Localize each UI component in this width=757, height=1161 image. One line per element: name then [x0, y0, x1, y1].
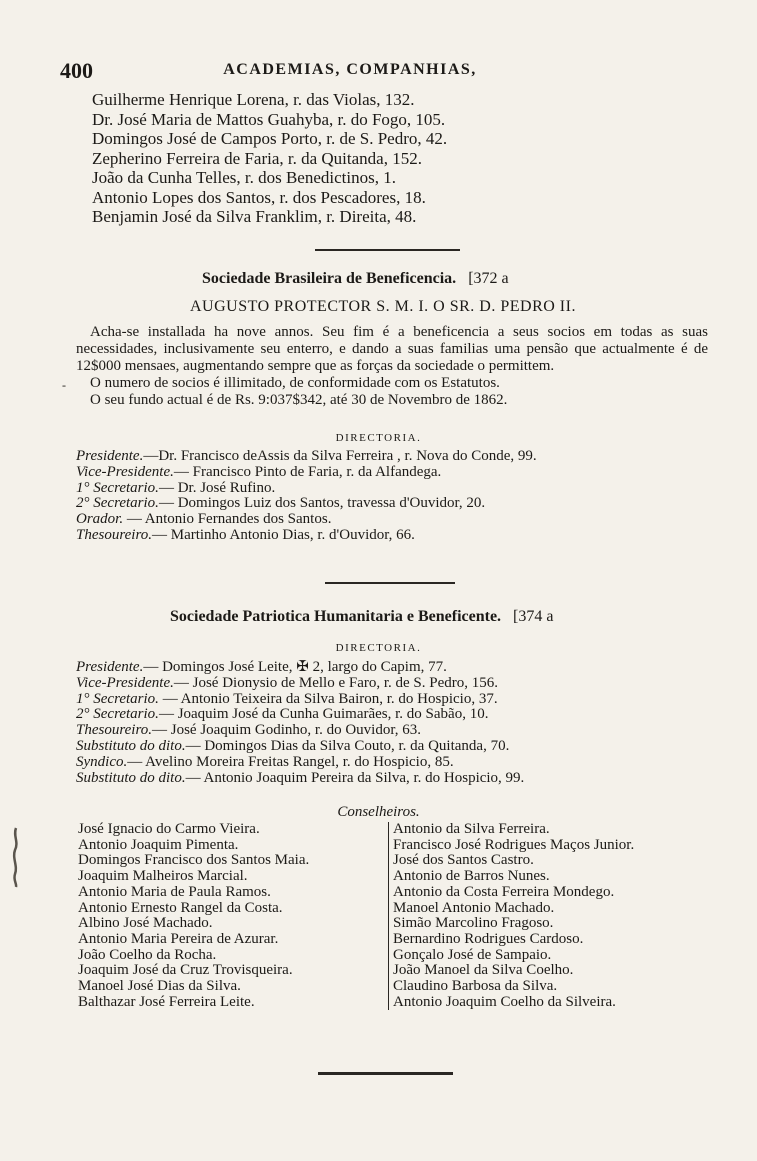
list-item: Antonio Ernesto Rangel da Costa. — [78, 899, 283, 916]
officer-role: Vice-Presidente. — [76, 674, 174, 691]
section-ref: [374 a — [513, 608, 554, 625]
officer-text: — José Joaquim Godinho, r. do Ouvidor, 63. — [151, 722, 421, 739]
officer-text: — Antonio Fernandes dos Santos. — [123, 511, 332, 528]
list-item: João Coelho da Rocha. — [78, 946, 217, 963]
officer-text: — Francisco Pinto de Faria, r. da Alfandega. — [173, 463, 442, 480]
officer-row — [76, 739, 524, 755]
margin-dash: - — [62, 378, 66, 392]
officer-role: Substituto do dito. — [76, 769, 186, 786]
list-item: Antonio da Silva Ferreira. — [393, 821, 550, 837]
conselheiros-heading: Conselheiros. — [337, 804, 420, 820]
section-title — [170, 608, 553, 626]
officer-row — [76, 528, 537, 544]
officer-role: 2° Secretario. — [76, 495, 159, 512]
list-item: Domingos José de Campos Porto, r. de S. Pedro, 42. — [92, 129, 448, 148]
list-item: Balthazar José Ferreira Leite. — [78, 993, 255, 1010]
list-item: Simão Marcolino Fragoso. — [393, 915, 554, 932]
officer-role: Presidente. — [76, 659, 144, 675]
list-item: Antonio Joaquim Coelho da Silveira. — [393, 993, 616, 1010]
member-list-continued — [92, 90, 447, 227]
conselheiros-right-column — [388, 822, 703, 1010]
officer-text: — Antonio Teixeira da Silva Bairon, r. do Hospicio, 37. — [158, 690, 498, 707]
end-divider — [318, 1072, 453, 1075]
list-item: João da Cunha Telles, r. dos Benedictinos, 1. — [92, 168, 396, 187]
officer-role: Vice-Presidente. — [76, 463, 174, 480]
margin-stain-mark — [8, 826, 24, 888]
list-item: João Manoel da Silva Coelho. — [393, 962, 574, 979]
officer-row — [76, 481, 537, 497]
list-item: Antonio Maria Pereira de Azurar. — [78, 930, 279, 947]
list-item: Claudino Barbosa da Silva. — [393, 978, 558, 995]
list-item: Zepherino Ferreira de Faria, r. da Quitanda, 152. — [92, 148, 422, 168]
page-number: 400 — [60, 58, 93, 83]
section-title-text: Sociedade Patriotica Humanitaria e Beneficente. — [170, 608, 502, 625]
list-item: Antonio de Barros Nunes. — [393, 868, 550, 885]
officer-text: — Avelino Moreira Freitas Rangel, r. do Hospicio, 85. — [127, 753, 454, 770]
officer-text: — José Dionysio de Mello e Faro, r. de S. Pedro, 156. — [173, 674, 499, 691]
officer-row — [76, 449, 537, 465]
officer-role: 1° Secretario. — [76, 479, 159, 496]
list-item: José Ignacio do Carmo Vieira. — [78, 821, 260, 837]
list-item: Albino José Machado. — [78, 915, 213, 932]
paragraph: O seu fundo actual é de Rs. 9:037$342, até 30 de Novembro de 1862. — [90, 392, 508, 408]
directoria-heading: DIRECTORIA. — [335, 432, 422, 444]
officer-text: — Joaquim José da Cunha Guimarães, r. do Sabão, 10. — [158, 706, 489, 723]
list-item: Joaquim Malheiros Marcial. — [78, 868, 248, 885]
list-item: Dr. José Maria de Mattos Guahyba, r. do Fogo, 105. — [92, 109, 446, 129]
officer-row — [76, 496, 537, 512]
conselheiros-left-column — [78, 822, 383, 1010]
officer-text: — Dr. José Rufino. — [158, 479, 276, 496]
section-title-text: Sociedade Brasileira de Beneficencia. — [202, 270, 457, 287]
list-item: Antonio Lopes dos Santos, r. dos Pescadores, 18. — [92, 187, 426, 207]
officer-row — [76, 676, 524, 692]
officer-row — [76, 707, 524, 723]
list-item: Manoel Antonio Machado. — [393, 899, 555, 916]
officer-row — [76, 723, 524, 739]
officer-row — [76, 755, 524, 771]
officer-role: Thesoureiro. — [76, 722, 152, 739]
officer-text: — Martinho Antonio Dias, r. d'Ouvidor, 66. — [151, 526, 415, 543]
paragraph: Acha-se installada ha nove annos. Seu fim é a beneficencia a seus socios em todas as suas necessidades, inclusivamente seu enterro, e dando a suas familias uma pensão que actualmente é de 12$000 mensaes, augmentando sempre que as forças da sociedade o permittem. — [76, 324, 708, 374]
list-item: Francisco José Rodrigues Maços Junior. — [393, 836, 635, 853]
officer-row — [76, 771, 524, 787]
directoria-heading: DIRECTORIA. — [335, 642, 422, 654]
officer-role: Syndico. — [76, 753, 128, 770]
list-item: Antonio Joaquim Pimenta. — [78, 836, 239, 853]
section-divider — [315, 249, 460, 251]
officer-list — [76, 660, 524, 786]
officer-text: — Domingos José Leite, ✠ 2, largo do Capim, 77. — [143, 659, 447, 675]
officer-role: Substituto do dito. — [76, 737, 186, 754]
list-item: Antonio Maria de Paula Ramos. — [78, 883, 271, 900]
list-item: Gonçalo José de Sampaio. — [393, 946, 552, 963]
officer-role: Thesoureiro. — [76, 526, 152, 543]
officer-text: — Antonio Joaquim Pereira da Silva, r. do Hospicio, 99. — [185, 769, 525, 786]
protector-line: AUGUSTO PROTECTOR S. M. I. O SR. D. PEDRO II. — [190, 298, 576, 315]
officer-list — [76, 449, 537, 544]
list-item: Antonio da Costa Ferreira Mondego. — [393, 883, 615, 900]
list-item: Joaquim José da Cruz Trovisqueira. — [78, 962, 293, 979]
list-item: José dos Santos Castro. — [393, 852, 534, 869]
officer-row — [76, 692, 524, 708]
officer-row — [76, 660, 524, 676]
officer-row — [76, 512, 537, 528]
section-title — [202, 270, 509, 288]
section-divider — [325, 582, 455, 584]
officer-text: — Domingos Dias da Silva Couto, r. da Quitanda, 70. — [185, 737, 510, 754]
officer-role: 2° Secretario. — [76, 706, 159, 723]
list-item: Manoel José Dias da Silva. — [78, 978, 241, 995]
officer-role: Presidente. — [76, 448, 144, 464]
officer-role: 1° Secretario. — [76, 690, 159, 707]
list-item: Domingos Francisco dos Santos Maia. — [78, 852, 310, 869]
description-block — [76, 324, 708, 409]
paragraph: O numero de socios é illimitado, de conformidade com os Estatutos. — [90, 375, 500, 391]
page-header — [60, 58, 700, 84]
list-item: Bernardino Rodrigues Cardoso. — [393, 930, 584, 947]
section-ref: [372 a — [468, 270, 509, 287]
officer-row — [76, 465, 537, 481]
list-item: Guilherme Henrique Lorena, r. das Violas, 132. — [92, 90, 415, 109]
officer-text: — Domingos Luiz dos Santos, travessa d'Ouvidor, 20. — [158, 495, 486, 512]
list-item: Benjamin José da Silva Franklim, r. Direita, 48. — [92, 207, 417, 226]
officer-role: Orador. — [76, 511, 124, 528]
officer-text: —Dr. Francisco deAssis da Silva Ferreira , r. Nova do Conde, 99. — [143, 448, 537, 464]
running-head: ACADEMIAS, COMPANHIAS, — [223, 61, 477, 78]
